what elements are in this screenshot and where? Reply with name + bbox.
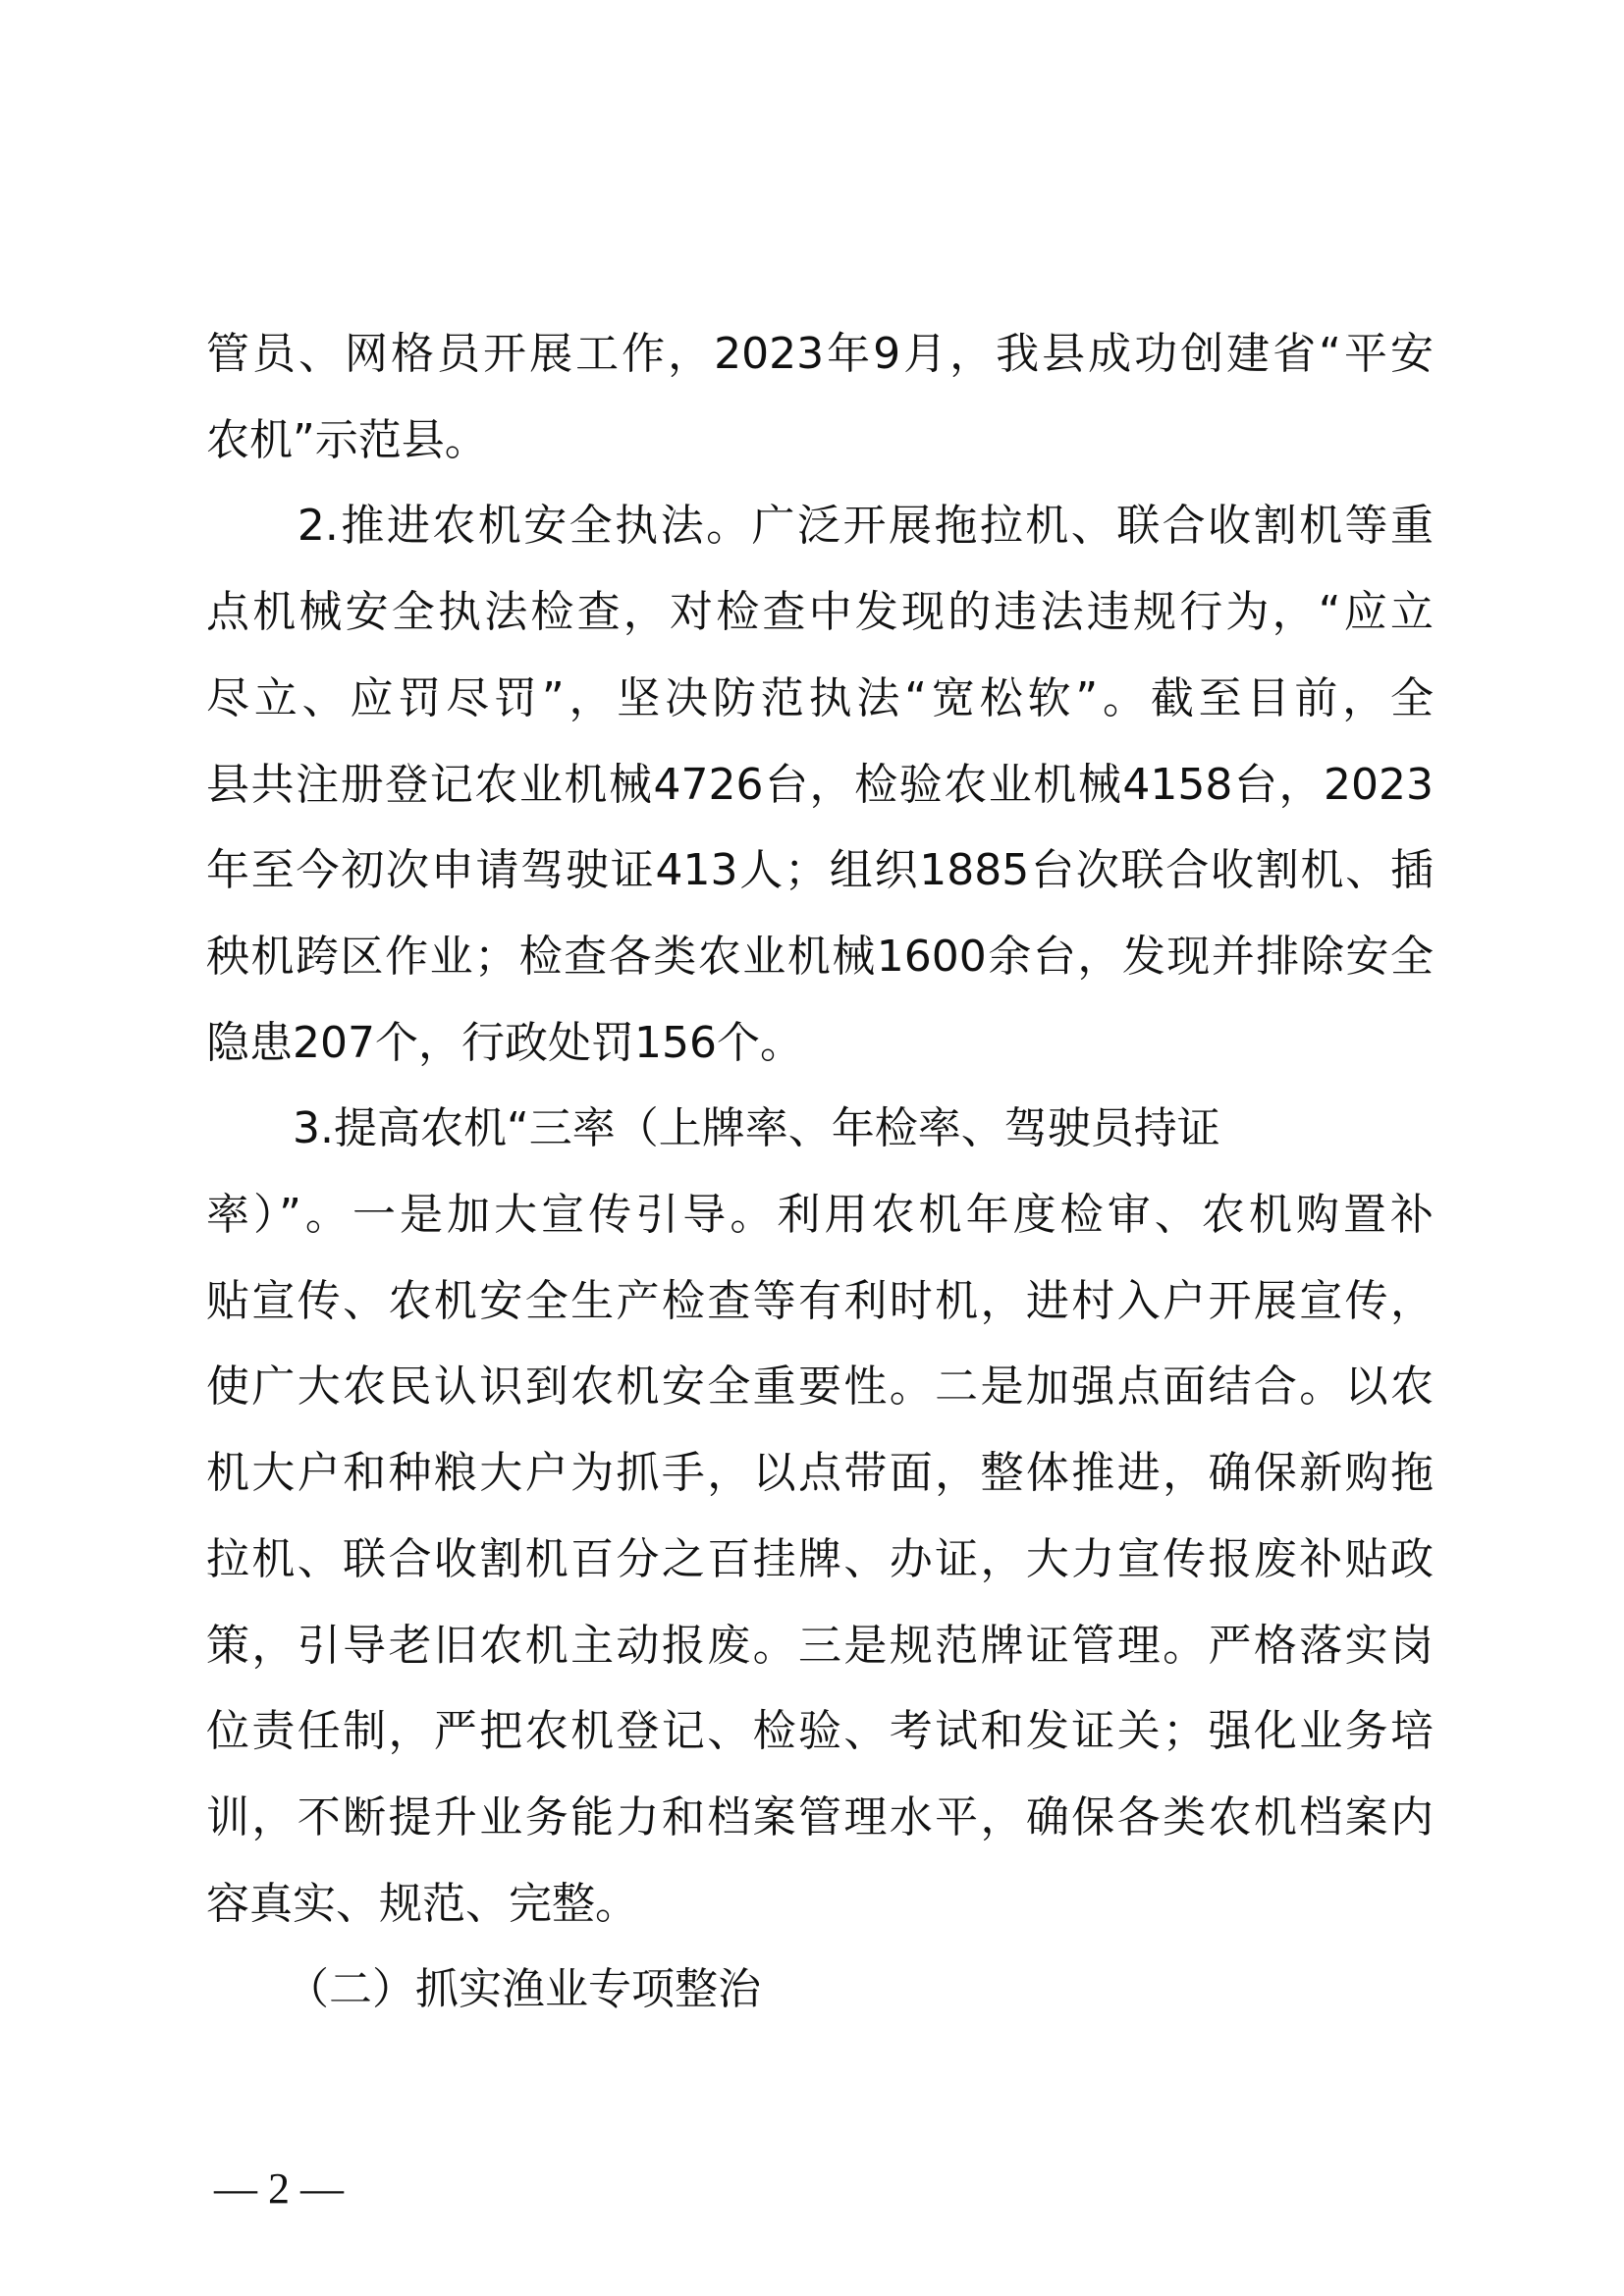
body-text-line: 使广大农民认识到农机安全重要性。二是加强点面结合。以农 <box>206 1362 1434 1413</box>
body-text-line: 3.提高农机“三率（上牌率、年检率、驾驶员持证 <box>206 1103 1220 1154</box>
body-text-line: 秧机跨区作业；检查各类农业机械1600余台，发现并排除安全 <box>206 931 1434 982</box>
body-text-line: 率）”。一是加大宣传引导。利用农机年度检审、农机购置补 <box>206 1190 1434 1240</box>
body-text-line: 机大户和种粮大户为抓手，以点带面，整体推进，确保新购拖 <box>206 1448 1434 1499</box>
section-heading: （二）抓实渔业专项整治 <box>221 1964 761 2015</box>
body-text-line: 尽立、应罚尽罚”，坚决防范执法“宽松软”。截至目前，全 <box>206 672 1434 723</box>
body-text-line: 容真实、规范、完整。 <box>206 1878 638 1929</box>
body-text-line: 农机”示范县。 <box>206 414 488 465</box>
body-text-line: 位责任制，严把农机登记、检验、考试和发证关；强化业务培 <box>206 1706 1434 1757</box>
body-text-line: 点机械安全执法检查，对检查中发现的违法违规行为，“应立 <box>206 587 1434 638</box>
body-text-line: 年至今初次申请驾驶证413人；组织1885台次联合收割机、插 <box>206 845 1434 896</box>
body-text-line: 训，不断提升业务能力和档案管理水平，确保各类农机档案内 <box>206 1791 1434 1842</box>
body-text-line: 管员、网格员开展工作，2023年9月，我县成功创建省“平安 <box>206 329 1434 379</box>
body-text-line: 县共注册登记农业机械4726台，检验农业机械4158台，2023 <box>206 759 1434 810</box>
body-text-line: 隐患207个，行政处罚156个。 <box>206 1017 803 1068</box>
body-text-line: 拉机、联合收割机百分之百挂牌、办证，大力宣传报废补贴政 <box>206 1533 1434 1584</box>
body-text-line: 2.推进农机安全执法。广泛开展拖拉机、联合收割机等重 <box>206 501 1434 552</box>
page-number: — 2 — <box>214 2164 344 2213</box>
body-text-line: 贴宣传、农机安全生产检查等有利时机，进村入户开展宣传， <box>206 1275 1434 1326</box>
body-text-line: 策，引导老旧农机主动报废。三是规范牌证管理。严格落实岗 <box>206 1620 1434 1671</box>
